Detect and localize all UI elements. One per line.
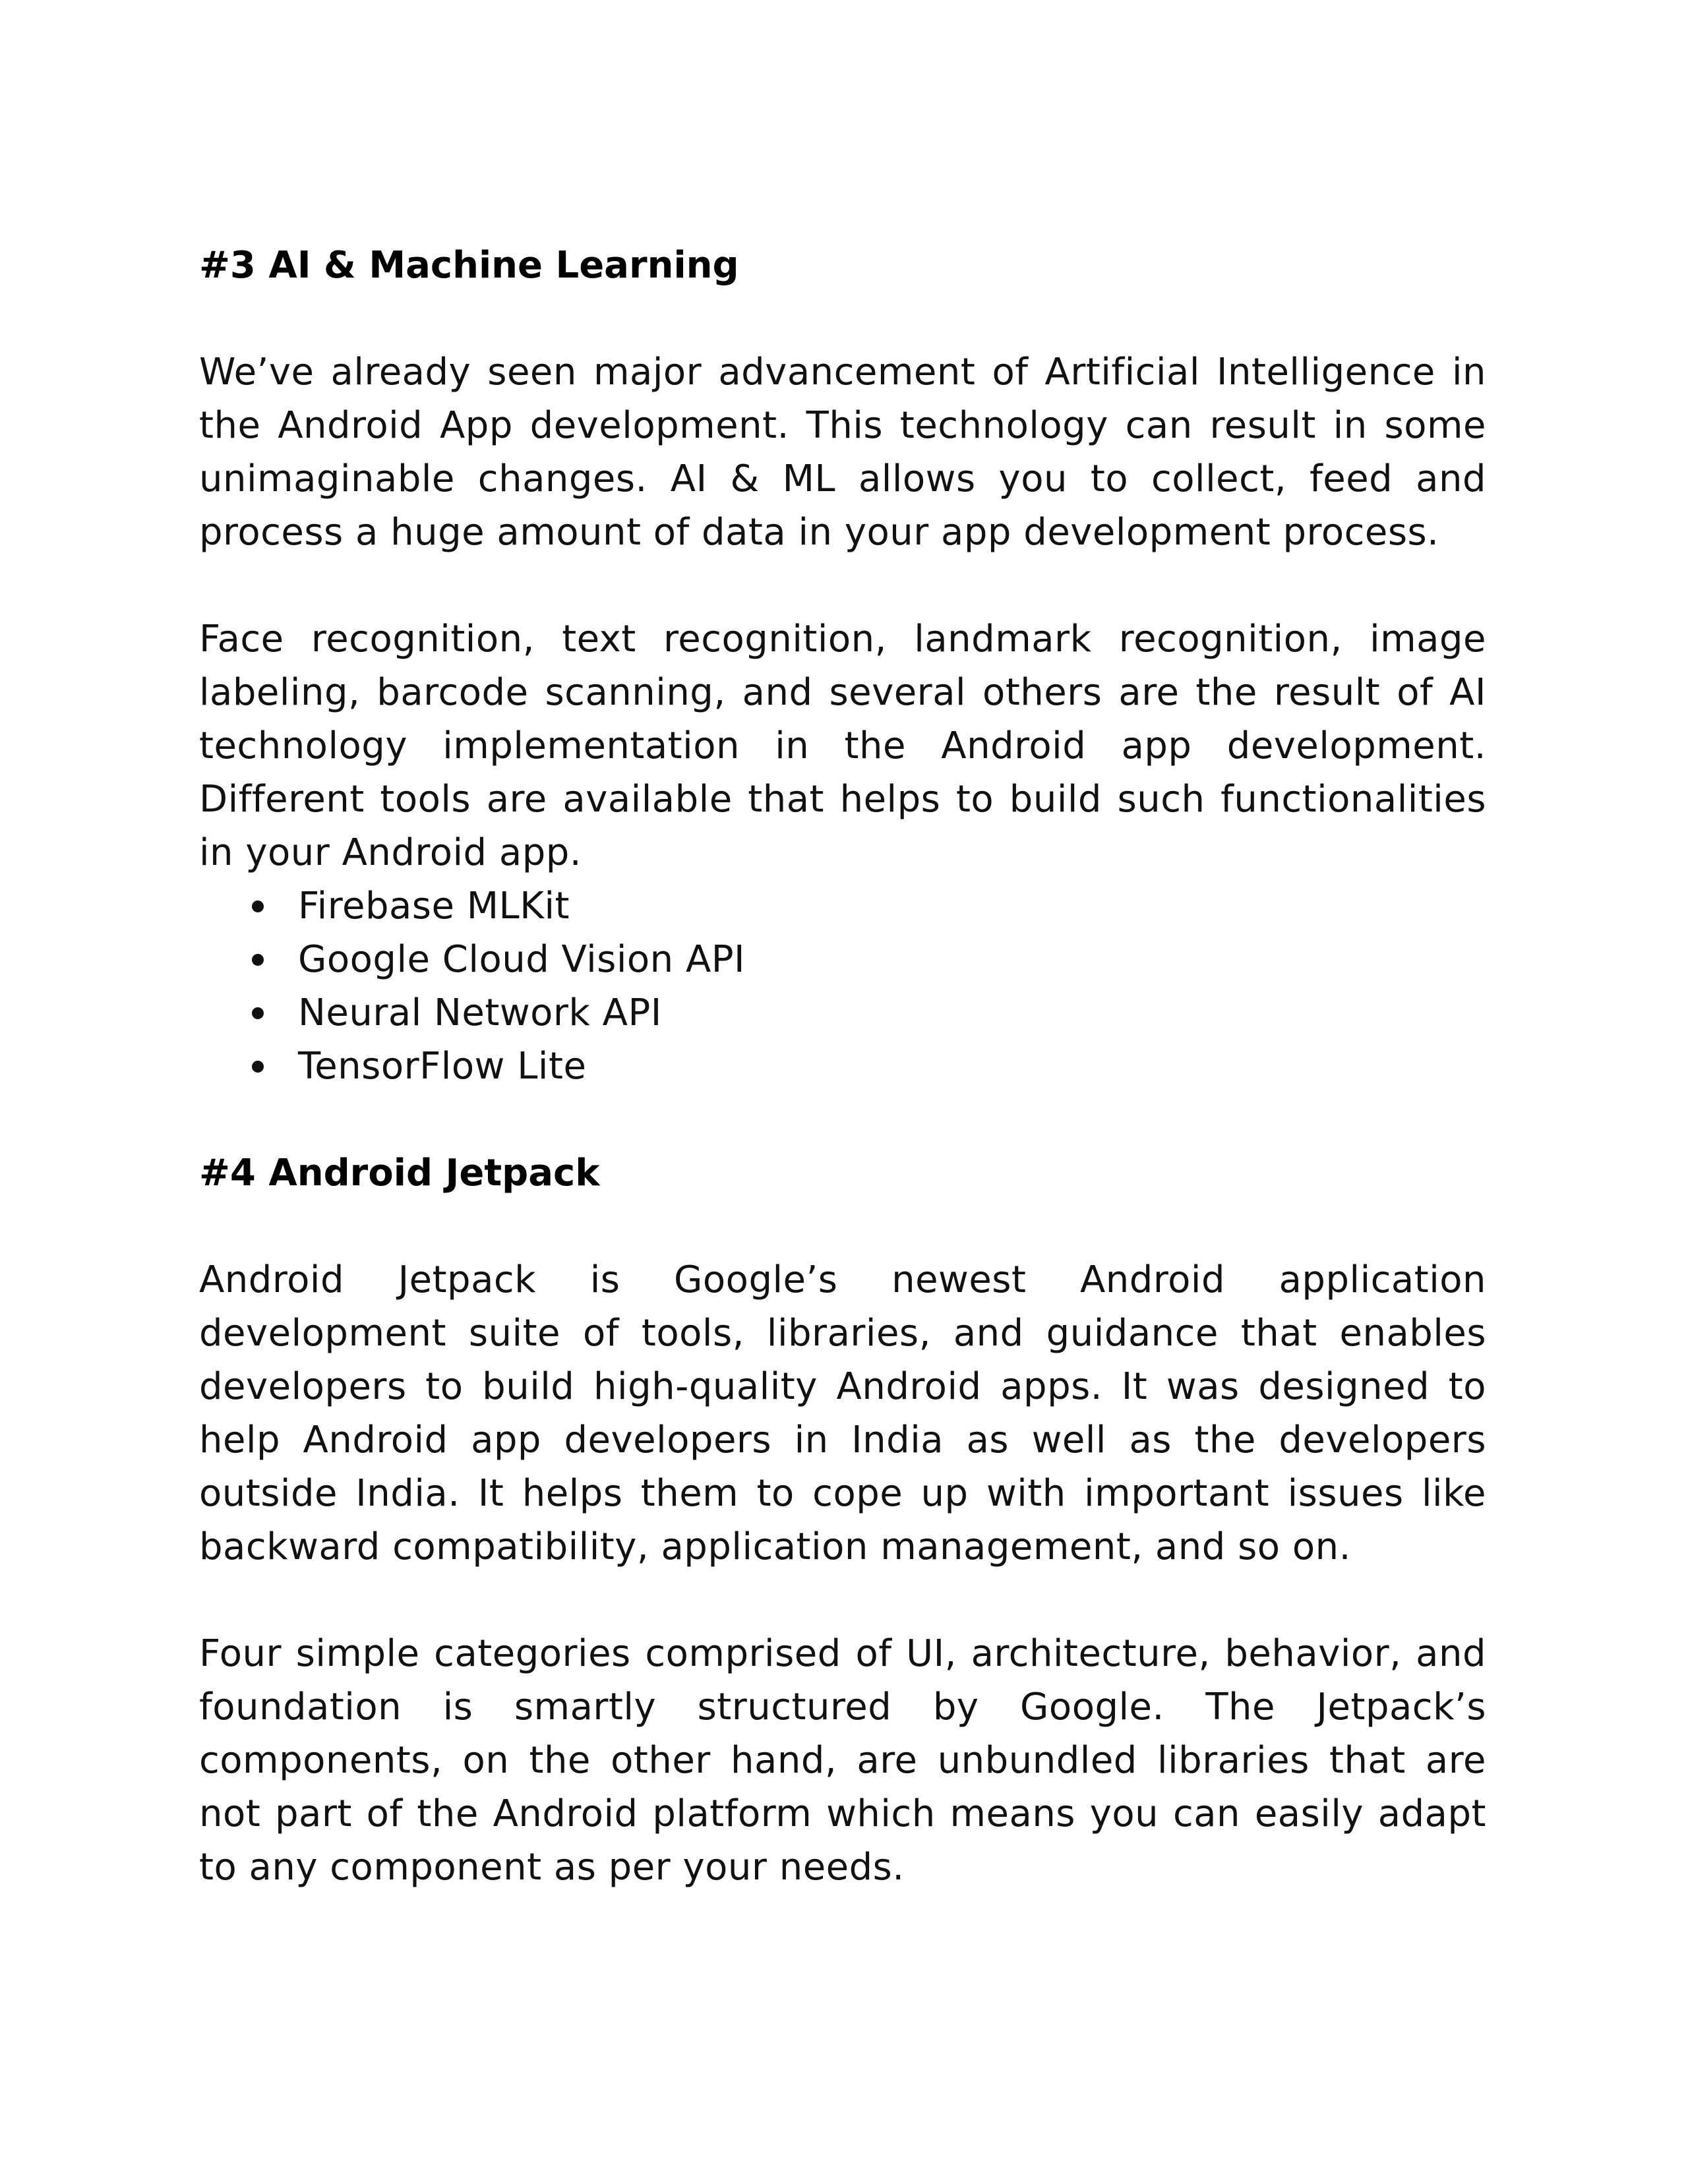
paragraph-ai-features: Face recognition, text recognition, landmark recognition, image labeling, barcode scanning, and several others are the result of AI technology implementation in the Android app development. Different tools are available that helps to build such functionalities in your Android app. [199,618,1486,874]
section-heading-jetpack: #4 Android Jetpack [199,1152,600,1195]
bullet-icon [252,900,264,912]
list-item-text: Google Cloud Vision API [298,938,746,981]
list-item [199,933,1486,986]
spacer [199,292,1486,345]
section-heading-ai-ml: #3 AI & Machine Learning [199,244,739,287]
paragraph-ai-intro: We’ve already seen major advancement of Artificial Intelligence in the Android App development. This technology can result in some unimaginable changes. AI & ML allows you to collect, feed and process a huge amount of data in your app development process. [199,351,1486,554]
list-item-text: Firebase MLKit [298,885,570,928]
paragraph-jetpack-categories: Four simple categories comprised of UI, architecture, behavior, and foundation is smartly structured by Google. The Jetpack’s components, on the other hand, are unbundled libraries that are not part of the Android platform which means you can easily adapt to any component as per your needs. [199,1632,1486,1889]
list-item [199,1040,1486,1093]
document-content [199,239,1486,1894]
list-item-text: Neural Network API [298,991,662,1034]
spacer [199,559,1486,612]
tools-list [199,879,1486,1093]
spacer [199,1574,1486,1627]
spacer [199,1200,1486,1253]
paragraph-jetpack-intro: Android Jetpack is Google’s newest Android application development suite of tools, libraries, and guidance that enables developers to build high-quality Android apps. It was designed to help Android app developers in India as well as the developers outside India. It helps them to cope up with important issues like backward compatibility, application management, and so on. [199,1258,1486,1568]
spacer [199,1093,1486,1146]
list-item-text: TensorFlow Lite [298,1045,587,1088]
bullet-icon [252,1061,264,1073]
list-item [199,879,1486,933]
list-item [199,986,1486,1040]
bullet-icon [252,954,264,966]
bullet-icon [252,1007,264,1019]
